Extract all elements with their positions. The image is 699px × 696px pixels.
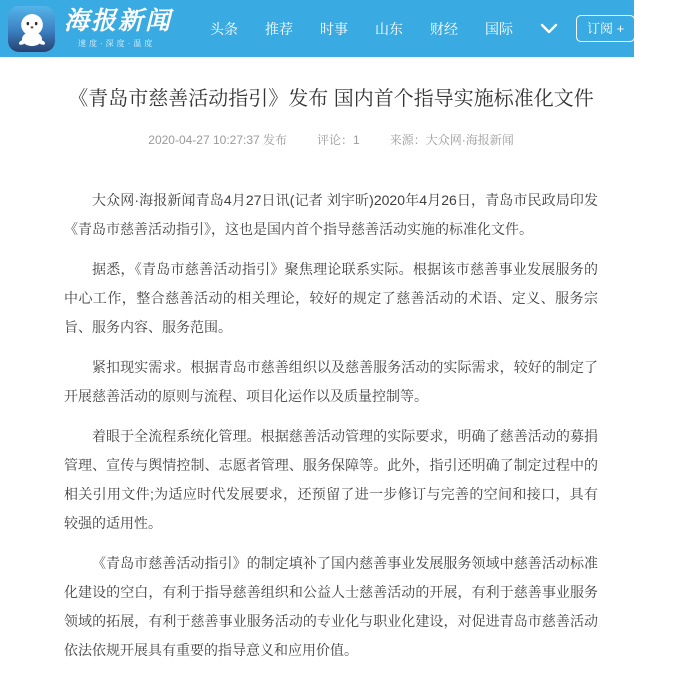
header-buttons <box>576 15 699 42</box>
comment-count[interactable]: 评论：1 <box>317 133 360 147</box>
logo-slogan: 速度·深度·温度 <box>78 39 156 48</box>
nav-more[interactable] <box>540 23 558 35</box>
article-source: 来源：大众网·海报新闻 <box>389 133 514 147</box>
article-title: 《青岛市慈善活动指引》发布 国内首个指导实施标准化文件 <box>68 88 594 110</box>
city-button[interactable]: 青岛 <box>647 15 699 42</box>
article-paragraph: 《青岛市慈善活动指引》的制定填补了国内慈善事业发展服务领域中慈善活动标准化建设的空白，有利于指导慈善组织和公益人士慈善活动的开展，有利于慈善事业服务领域的拓展，有利于慈善事业服务活动的专业化与职业化建设，对促进青岛市慈善活动依法依规开展具有重要的指导意义和应用价值。 <box>64 555 598 658</box>
seal-icon <box>12 9 52 49</box>
nav-item[interactable]: 推荐 <box>265 20 294 37</box>
site-header <box>0 0 685 57</box>
logo-text <box>64 8 172 49</box>
article-paragraph: 紧扣现实需求。根据青岛市慈善组织以及慈善服务活动的实际需求，较好的制定了开展慈善活动的原则与流程、项目化运作以及质量控制等。 <box>64 359 598 404</box>
article-content <box>0 84 634 665</box>
article-body <box>64 186 598 665</box>
nav-item[interactable]: 山东 <box>375 20 404 37</box>
site-logo[interactable] <box>8 6 172 52</box>
logo-name: 海报新闻 <box>64 7 173 35</box>
chevron-down-icon <box>540 23 558 35</box>
article-paragraph: 据悉，《青岛市慈善活动指引》聚焦理论联系实际。根据该市慈善事业发展服务的中心工作，整合慈善活动的相关理论，较好的规定了慈善活动的术语、定义、服务宗旨、服务内容、服务范围。 <box>64 261 598 335</box>
publish-time: 2020-04-27 10:27:37 发布 <box>148 133 288 147</box>
article-paragraph: 大众网·海报新闻青岛4月27日讯(记者 刘宇昕)2020年4月26日，青岛市民政局印发《青岛市慈善活动指引》，这也是国内首个指导慈善活动实施的标准化文件。 <box>64 192 598 237</box>
main-nav <box>210 19 540 39</box>
subscribe-button[interactable]: 订阅 + <box>576 15 635 42</box>
nav-item[interactable]: 国际 <box>485 20 514 37</box>
nav-item[interactable]: 财经 <box>430 20 459 37</box>
nav-item[interactable]: 时事 <box>320 20 349 37</box>
article-paragraph: 着眼于全流程系统化管理。根据慈善活动管理的实际要求，明确了慈善活动的募捐管理、宣传与舆情控制、志愿者管理、服务保障等。此外，指引还明确了制定过程中的相关引用文件;为适应时代发展要求，还预留了进一步修订与完善的空间和接口，具有较强的适用性。 <box>64 428 598 531</box>
seal-mascot-icon <box>8 6 55 52</box>
nav-item[interactable]: 头条 <box>210 20 239 37</box>
article-meta <box>64 131 598 148</box>
